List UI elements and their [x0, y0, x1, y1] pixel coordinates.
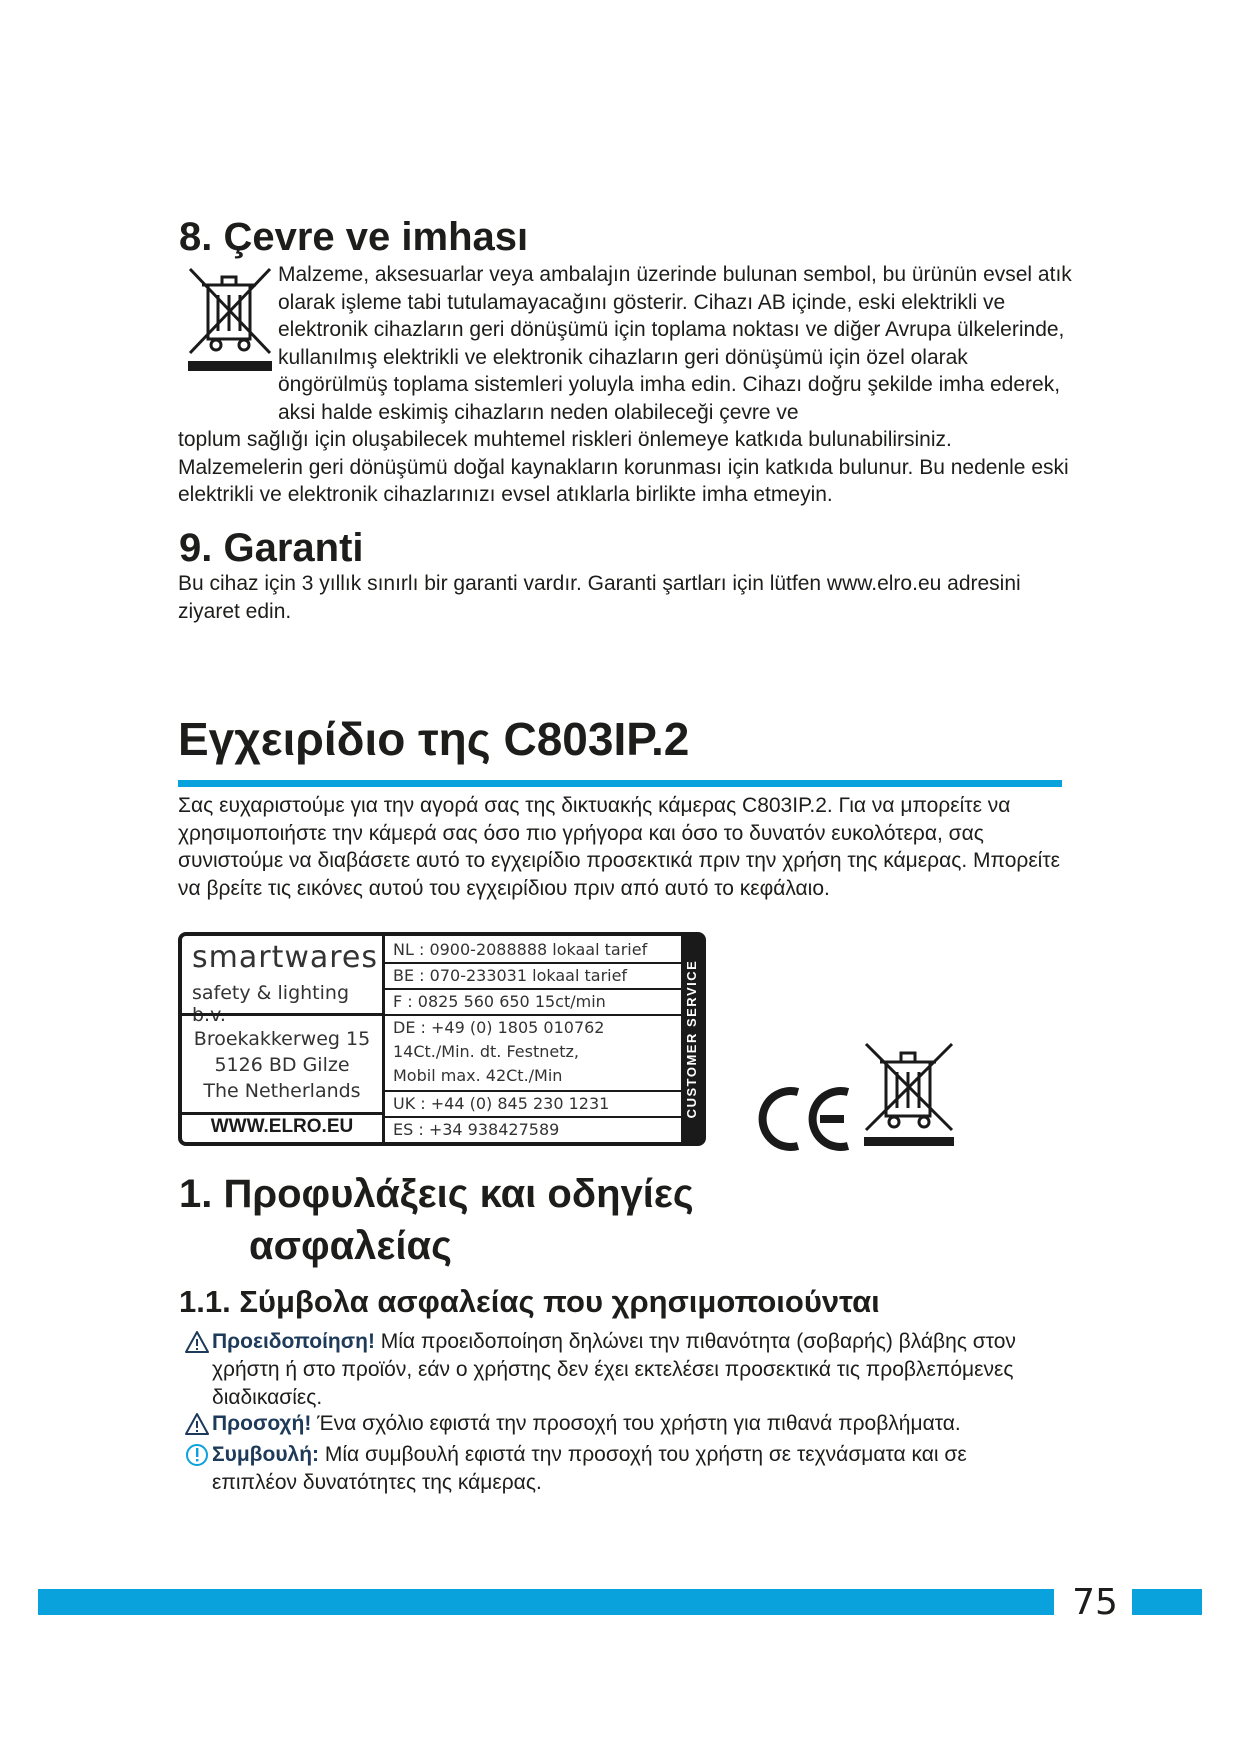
phone-row: UK : +44 (0) 845 230 1231 — [393, 1094, 610, 1113]
section-1-title — [179, 1168, 694, 1272]
card-address — [182, 1026, 382, 1104]
intro-paragraph: Σας ευχαριστούμε για την αγορά σας της δικτυακής κάμερας C803IP.2. Για να μπορείτε να χρησιμοποιήστε την κάμερά σας όσο πιο γρήγορα και όσο το δυνατόν ευκολότερα, σας συνιστούμε να διαβάσετε αυτό το εγχειρίδιο προσεκτικά πριν την χρήση της κάμερας. Μπορείτε να βρείτε τις εικόνες αυτού του εγχειρίδιου πριν από αυτό το κεφάλαιο. — [178, 794, 1060, 900]
tip-body-continued: επιπλέον δυνατότητες της κάμερας. — [212, 1471, 542, 1494]
phone-divider — [385, 962, 681, 964]
card-side-band — [681, 936, 702, 1142]
warning-note-text — [185, 1328, 1065, 1412]
caution-label: Προσοχή! — [212, 1412, 312, 1435]
card-divider — [182, 1013, 382, 1016]
card-brand: smartwares — [192, 940, 379, 975]
tip-note-text — [185, 1441, 1065, 1497]
contact-card — [178, 932, 706, 1146]
section-8-title: 8. Çevre ve imhası — [179, 215, 529, 259]
warning-body: Μία προειδοποίηση δηλώνει την πιθανότητα (σοβαρής) βλάβης στον — [374, 1330, 1016, 1353]
warning-label: Προειδοποίηση! — [212, 1330, 375, 1353]
card-company-block — [182, 936, 385, 1142]
ce-mark-icon — [756, 1084, 856, 1154]
caution-body: Ένα σχόλιο εφιστά την προσοχή του χρήστη για πιθανά προβλήματα. — [311, 1412, 961, 1435]
phone-divider — [385, 1014, 681, 1016]
phone-row: F : 0825 560 650 15ct/min — [393, 992, 606, 1011]
caution-note — [185, 1410, 1065, 1438]
title-rule — [178, 780, 1062, 787]
page-number: 75 — [1072, 1582, 1118, 1623]
section-9-title: 9. Garanti — [179, 526, 364, 570]
phone-row: BE : 070-233031 lokaal tarief — [393, 966, 628, 985]
section-1-title-line1: 1. Προφυλάξεις και οδηγίες — [179, 1172, 694, 1216]
phone-row: 14Ct./Min. dt. Festnetz, — [393, 1042, 579, 1061]
card-subtitle: safety & lighting — [192, 982, 350, 1004]
warning-triangle-icon — [185, 1330, 209, 1354]
tip-body: Μία συμβουλή εφιστά την προσοχή του χρήστη σε τεχνάσματα και σε — [319, 1443, 967, 1466]
section-1-title-line2: ασφαλείας — [249, 1224, 452, 1268]
tip-label: Συμβουλή: — [212, 1443, 320, 1466]
phone-row: NL : 0900-2088888 lokaal tarief — [393, 940, 648, 959]
tip-note — [185, 1441, 1065, 1497]
card-phone-list — [385, 936, 681, 1142]
manual-title: Εγχειρίδιο της C803IP.2 — [178, 713, 690, 765]
phone-divider — [385, 1090, 681, 1092]
warning-body-continued: χρήστη ή στο προϊόν, εάν ο χρήστης δεν έχει εκτελέσει προσεκτικά τις προβλεπόμενες διαδικασίες. — [212, 1358, 1014, 1409]
section-9-paragraph: Bu cihaz için 3 yıllık sınırlı bir garanti vardır. Garanti şartları için lütfen www.elro.eu adresini ziyaret edin. — [178, 572, 1021, 623]
card-website: WWW.ELRO.EU — [210, 1116, 354, 1137]
phone-row: ES : +34 938427589 — [393, 1120, 560, 1139]
phone-row: Mobil max. 42Ct./Min — [393, 1066, 563, 1085]
caution-triangle-icon — [185, 1412, 209, 1436]
address-line: The Netherlands — [203, 1080, 361, 1102]
phone-divider — [385, 1116, 681, 1118]
section-8-paragraph-2: toplum sağlığı için oluşabilecek muhtemel riskleri önlemeye katkıda bulunabilirsiniz. Malzemelerin geri dönüşümü doğal kaynakların korunması için katkıda bulunur. Bu nedenle eski elektrikli ve elektronik cihazlarınızı evsel atıklarla birlikte imha etmeyin. — [178, 428, 1069, 506]
phone-row: DE : +49 (0) 1805 010762 — [393, 1018, 605, 1037]
weee-bin-icon — [862, 1040, 956, 1148]
phone-divider — [385, 988, 681, 990]
section-8-paragraph-1: Malzeme, aksesuarlar veya ambalajın üzerinde bulunan sembol, bu ürünün evsel atık olarak işleme tabi tutulamayacağını gösterir. Cihazı AB içinde, eski elektrikli ve elektronik cihazların geri dönüşümü için toplama noktası ve diğer Avrupa ülkelerinde, kullanılmış elektrikli ve elektronik cihazların geri dönüşümü için özel olarak öngörülmüş toplama sistemleri yoluyla imha edin. Cihazı doğru şekilde imha ederek, aksi halde eskimiş cihazların neden olabileceği çevre ve — [278, 263, 1072, 424]
tip-exclamation-icon — [185, 1443, 209, 1467]
section-1-1-title: 1.1. Σύμβολα ασφαλείας που χρησιμοποιούνται — [179, 1284, 880, 1319]
footer-bar — [38, 1589, 1054, 1615]
footer-bar — [1132, 1589, 1202, 1615]
caution-note-text — [185, 1410, 1065, 1438]
address-line: 5126 BD Gilze — [214, 1054, 350, 1076]
address-line: Broekakkerweg 15 — [193, 1028, 371, 1050]
card-divider — [182, 1112, 382, 1115]
weee-bin-icon — [186, 265, 274, 373]
warning-note — [185, 1328, 1065, 1412]
customer-service-label: CUSTOMER SERVICE — [684, 959, 699, 1119]
